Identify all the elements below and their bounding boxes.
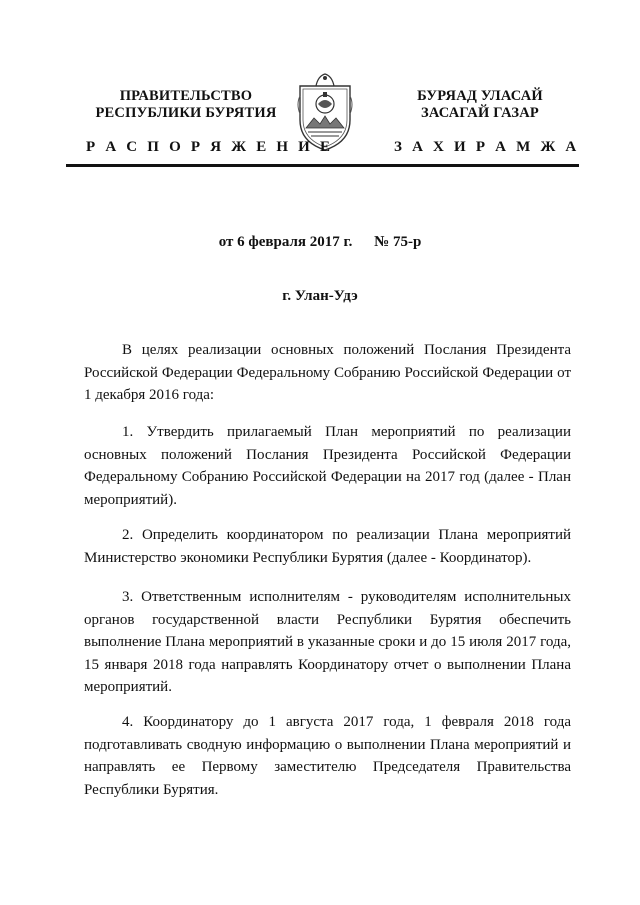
document-city: г. Улан-Удэ xyxy=(282,288,358,304)
header-divider xyxy=(66,164,579,167)
paragraph-text: 3. Ответственным исполнителям - руководителям исполнительных органов государственной власти Республики Бурятия обеспечить выполнение Плана мероприятий в указанные сроки и до 15 июля 2017 года, 15 января 2018 года направлять Координатору отчет о выполнении Плана мероприятий. xyxy=(84,589,571,696)
issuer-line: ЗАСАГАЙ ГАЗАР xyxy=(421,105,539,121)
issuer-line: БУРЯАД УЛАСАЙ xyxy=(417,88,543,104)
body-paragraph xyxy=(84,421,571,511)
document-number: № 75-р xyxy=(374,234,422,250)
paragraph-text: 2. Определить координатором по реализации Плана мероприятий Министерство экономики Республики Бурятия (далее - Координатор). xyxy=(84,527,571,566)
body-paragraph xyxy=(84,711,571,801)
document-type-russian: Р А С П О Р Я Ж Е Н И Е xyxy=(86,139,334,155)
document-date-number xyxy=(0,234,640,251)
paragraph-text: 1. Утвердить прилагаемый План мероприятий по реализации основных положений Послания Президента Российской Федерации Федеральному Собранию Российской Федерации на 2017 год (далее - План мероприятий). xyxy=(84,424,571,508)
issuer-line: РЕСПУБЛИКИ БУРЯТИЯ xyxy=(95,105,277,121)
document-type-buryat: З А Х И Р А М Ж А xyxy=(394,139,580,155)
paragraph-text: В целях реализации основных положений Послания Президента Российской Федерации Федеральному Собранию Российской Федерации от 1 декабря 2016 года: xyxy=(84,342,571,404)
document-date: от 6 февраля 2017 г. xyxy=(218,234,353,250)
issuer-line: ПРАВИТЕЛЬСТВО xyxy=(119,88,253,104)
issuer-name-russian xyxy=(86,88,286,122)
body-paragraph xyxy=(84,524,571,569)
body-paragraph xyxy=(84,339,571,407)
body-paragraph xyxy=(84,586,571,699)
paragraph-text: 4. Координатору до 1 августа 2017 года, 1 февраля 2018 года подготавливать сводную информацию о выполнении Плана мероприятий и направлять ее Первому заместителю Председателя Правительства Республики Бурятия. xyxy=(84,714,571,798)
issuer-name-buryat xyxy=(385,88,575,122)
